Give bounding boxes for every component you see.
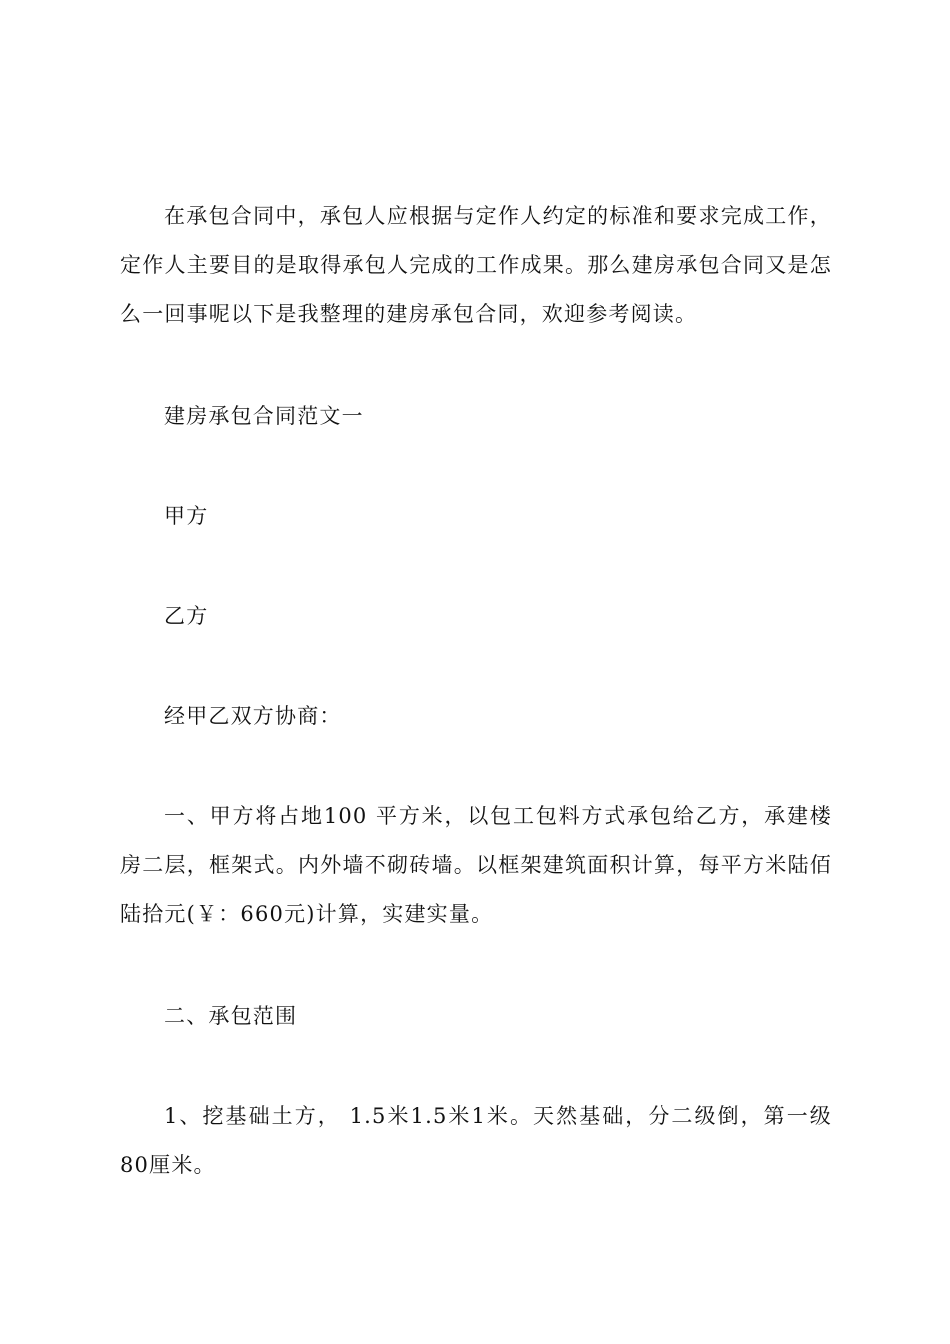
section-heading: 建房承包合同范文一 [164,404,364,428]
intro-paragraph: 在承包合同中，承包人应根据与定作人约定的标准和要求完成工作，定作人主要目的是取得承包人完成的工作成果。那么建房承包合同又是怎么一回事呢以下是我整理的建房承包合同，欢迎参考阅读。 [120,204,832,326]
clause-2-title: 二、承包范围 [164,1004,298,1028]
clause-2-item-1: 1、挖基础土方， 1.5米1.5米1米。天然基础，分二级倒，第一级80厘米。 [120,1104,832,1177]
party-b-label: 乙方 [164,604,209,628]
clause-1: 一、甲方将占地100 平方米，以包工包料方式承包给乙方，承建楼房二层，框架式。内外墙不砌砖墙。以框架建筑面积计算，每平方米陆佰陆拾元(￥：660元)计算，实建实量。 [120,804,832,926]
agreement-intro: 经甲乙双方协商： [164,704,342,728]
party-a-label: 甲方 [164,504,209,528]
